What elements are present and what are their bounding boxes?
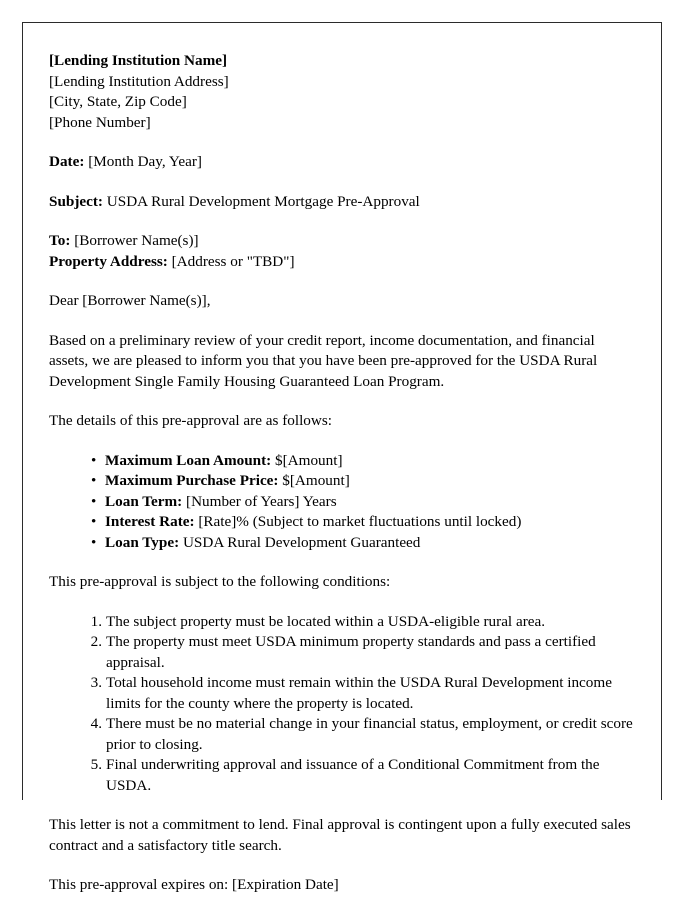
- document-page: [22, 22, 662, 893]
- date-block: [49, 152, 635, 173]
- list-item: [91, 533, 635, 554]
- salutation: Dear [Borrower Name(s)],: [49, 292, 211, 309]
- expiration-paragraph: This pre-approval expires on: [Expiration Date]: [49, 876, 339, 893]
- details-heading: The details of this pre-approval are as follows:: [49, 412, 332, 429]
- detail-value: $[Amount]: [282, 472, 350, 489]
- list-item: The subject property must be located within a USDA-eligible rural area.: [106, 612, 546, 630]
- list-item: There must be no material change in your financial status, employment, or credit score prior to closing.: [106, 715, 633, 753]
- list-item: Final underwriting approval and issuance of a Conditional Commitment from the USDA.: [106, 756, 600, 794]
- subject-block: [49, 192, 635, 213]
- detail-value: [Rate]% (Subject to market fluctuations until locked): [198, 513, 522, 530]
- disclaimer-paragraph: This letter is not a commitment to lend. Final approval is contingent upon a fully executed sales contract and a satisfactory title search.: [49, 816, 631, 854]
- list-item: [91, 471, 635, 492]
- list-item: [91, 492, 635, 513]
- sender-phone: [Phone Number]: [49, 113, 151, 131]
- detail-label: Loan Type:: [105, 533, 180, 551]
- property-address-label: Property Address:: [49, 252, 168, 270]
- list-item: Total household income must remain within the USDA Rural Development income limits for the county where the property is located.: [106, 674, 612, 712]
- detail-label: Loan Term:: [105, 492, 183, 510]
- detail-label: Maximum Loan Amount:: [105, 451, 272, 469]
- letter-body: [23, 23, 661, 896]
- list-item: [91, 451, 635, 472]
- detail-value: [Number of Years] Years: [186, 492, 337, 510]
- detail-label: Interest Rate:: [105, 513, 195, 530]
- loan-details-list: [49, 451, 635, 554]
- detail-label: Maximum Purchase Price:: [105, 472, 279, 489]
- list-item: The property must meet USDA minimum property standards and pass a certified appraisal.: [106, 633, 596, 671]
- subject-label: Subject:: [49, 192, 103, 210]
- recipient-to-value: [Borrower Name(s)]: [74, 232, 199, 249]
- detail-value: $[Amount]: [275, 451, 343, 469]
- conditions-heading: This pre-approval is subject to the following conditions:: [49, 573, 391, 590]
- detail-value: USDA Rural Development Guaranteed: [182, 533, 421, 551]
- sender-institution-name: [Lending Institution Name]: [49, 52, 228, 69]
- subject-value: USDA Rural Development Mortgage Pre-Approval: [106, 192, 420, 210]
- property-address-value: [Address or "TBD"]: [171, 252, 295, 270]
- sender-institution-address: [Lending Institution Address]: [49, 72, 229, 90]
- list-item: [91, 512, 635, 533]
- intro-paragraph: Based on a preliminary review of your credit report, income documentation, and financial assets, we are pleased to inform you that you have been pre-approved for the USDA Rural Development Single Family Housing Guaranteed Loan Program.: [49, 331, 598, 390]
- recipient-to-label: To:: [49, 232, 71, 249]
- conditions-list: [49, 612, 635, 797]
- date-value: [Month Day, Year]: [88, 153, 202, 170]
- date-label: Date:: [49, 153, 85, 170]
- recipient-block: [49, 231, 635, 272]
- sender-block: [49, 51, 635, 133]
- sender-city-state-zip: [City, State, Zip Code]: [49, 93, 187, 110]
